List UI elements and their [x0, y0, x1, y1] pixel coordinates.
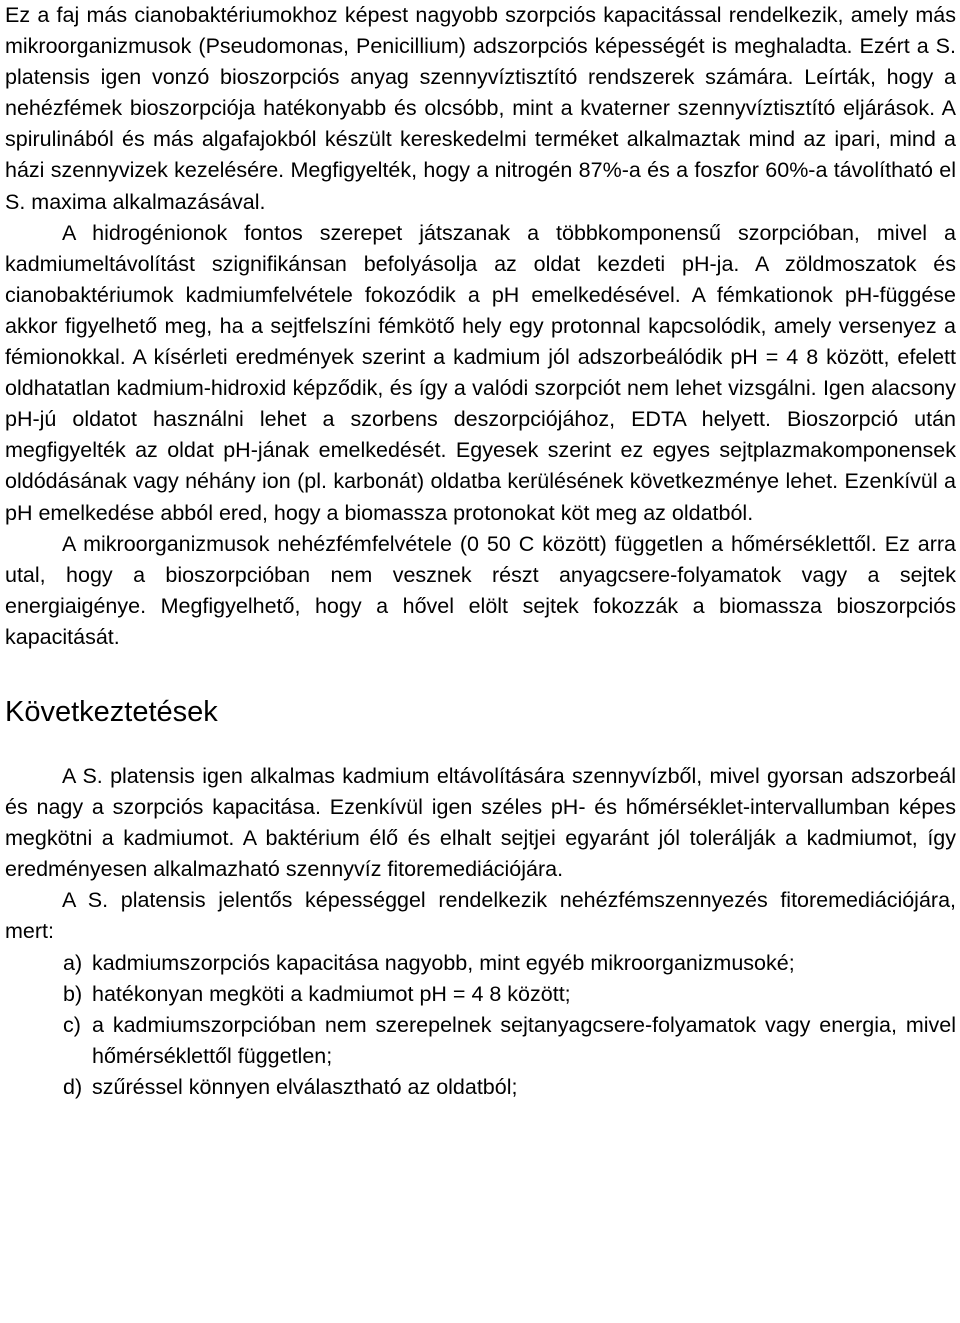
section-heading-conclusions: Következtetések	[5, 695, 218, 728]
list-marker: b)	[63, 981, 83, 1006]
paragraph-temperature: A mikroorganizmusok nehézfémfelvétele (0 50 C között) független a hőmérséklettől. Ez arra utal, hogy a bioszorpcióban nem vesznek részt anyagcsere-folyamatok vagy a sejtek energiaigénye. Megfigyelhető, hogy a hővel elölt sejtek fokozzák a biomassza bioszorpciós kapacitását.	[5, 531, 956, 649]
list-item	[5, 948, 956, 979]
list-item	[5, 1010, 956, 1072]
list-item-text: hatékonyan megköti a kadmiumot pH = 4 8 között;	[92, 981, 571, 1006]
paragraph-conclusion-1: A S. platensis igen alkalmas kadmium eltávolítására szennyvízből, mivel gyorsan adszorbeál és nagy a szorpciós kapacitása. Ezenkívül igen széles pH- és hőmérséklet-intervallumban képes megkötni a kadmiumot. A baktérium élő és elhalt sejtjei egyaránt jól tolerálják a kadmiumot, így eredményesen alkalmazható szennyvíz fitoremediációjára.	[5, 763, 956, 882]
list-item	[5, 1072, 956, 1103]
conclusion-list	[5, 948, 956, 1103]
list-item	[5, 979, 956, 1010]
document-page	[5, 0, 956, 1103]
paragraph-hydrogen-ions: A hidrogénionok fontos szerepet játszanak a többkomponensű szorpcióban, mivel a kadmiumeltávolítást szignifikánsan befolyásolja az oldat kezdeti pH-ja. A zöldmoszatok és cianobaktériumok kadmiumfelvétele fokozódik a pH emelkedésével. A fémkationok pH-függése akkor figyelhető meg, ha a sejtfelszíni fémkötő hely egy protonnal kapcsolódik, amely versenyez a fémionokkal. A kísérleti eredmények szerint a kadmium jól adszorbeálódik pH = 4 8 között, efelett oldhatatlan kadmium-hidroxid képződik, és így a valódi szorpciót nem lehet vizsgálni. Igen alacsony pH-jú oldatot használni lehet a szorbens deszorpciójához, EDTA helyett. Bioszorpció után megfigyelték az oldat pH-jának emelkedését. Egyesek szerint ez egyes sejtplazmakomponensek oldódásának vagy néhány ion (pl. karbonát) oldatba kerülésének következménye lehet. Ezenkívül a pH emelkedése abból ered, hogy a biomassza protonokat köt meg az oldatból.	[5, 220, 956, 525]
list-item-text: a kadmiumszorpcióban nem szerepelnek sejtanyagcsere-folyamatok vagy energia, mivel hőmérséklettől független;	[92, 1012, 956, 1068]
list-item-text: szűréssel könnyen elválasztható az oldatból;	[92, 1074, 518, 1099]
paragraph-sorption-capacity: Ez a faj más cianobaktériumokhoz képest nagyobb szorpciós kapacitással rendelkezik, amely más mikroorganizmusok (Pseudomonas, Penicillium) adszorpciós képességét is meghaladta. Ezért a S. platensis igen vonzó bioszorpciós anyag szennyvíztisztító rendszerek számára. Leírták, hogy a nehézfémek bioszorpciója hatékonyabb és olcsóbb, mint a kvaterner szennyvíztisztító eljárások. A spirulinából és más algafajokból készült kereskedelmi terméket alkalmaztak mind az ipari, mind a házi szennyvizek kezelésére. Megfigyelték, hogy a nitrogén 87%-a és a foszfor 60%-a távolítható el S. maxima alkalmazásával.	[5, 3, 956, 214]
list-marker: c)	[63, 1012, 81, 1037]
list-marker: d)	[63, 1074, 83, 1099]
list-marker: a)	[63, 950, 83, 975]
paragraph-conclusion-2: A S. platensis jelentős képességgel rendelkezik nehézfémszennyezés fitoremediációjára, mert:	[5, 888, 956, 944]
list-item-text: kadmiumszorpciós kapacitása nagyobb, mint egyéb mikroorganizmusoké;	[92, 950, 795, 975]
